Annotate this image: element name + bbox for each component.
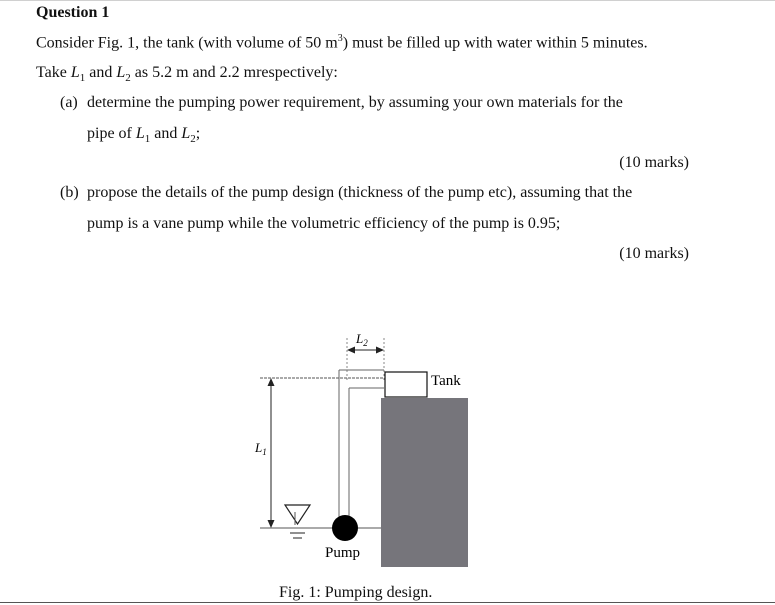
- part-a-l1-symbol: L: [135, 125, 145, 142]
- tank-label: Tank: [431, 373, 461, 389]
- part-a-line-1: determine the pumping power requirement, by assuming your own materials for the: [87, 94, 623, 111]
- water-level-icon: [285, 505, 310, 524]
- support-block: [381, 398, 468, 567]
- intro-values: as 5.2 m and 2.2 mrespectively:: [130, 64, 338, 81]
- part-b-line-1: propose the details of the pump design (thickness of the pump etc), assuming that the: [87, 184, 633, 201]
- part-a-marks: (10 marks): [619, 154, 689, 171]
- l1-figure-label: $L_1$: [255, 440, 267, 457]
- part-a-l1-subscript: 1: [144, 133, 151, 146]
- l2-subscript: 2: [125, 72, 131, 85]
- question-heading: Question 1: [36, 4, 110, 21]
- intro-take: Take: [36, 64, 71, 81]
- intro-text-a: Consider Fig. 1, the tank (with volume of 50 m: [36, 34, 338, 52]
- l1-arrowhead-top: [268, 378, 275, 386]
- l2-symbol: L: [116, 64, 126, 81]
- l2-arrowhead-left: [347, 347, 355, 354]
- l1-subscript: 1: [79, 72, 86, 85]
- l2-figure-label: $L_2$: [356, 331, 368, 348]
- pump-label: Pump: [325, 545, 361, 561]
- part-a-l2-symbol: L: [181, 125, 191, 142]
- part-b-marks: (10 marks): [619, 245, 689, 262]
- part-a-l2-subscript: 2: [190, 133, 196, 146]
- intro-superscript: 3: [337, 33, 343, 44]
- pump-icon: [332, 515, 358, 541]
- part-a-semicolon: ;: [195, 125, 201, 142]
- tank-box: [385, 372, 427, 397]
- bottom-rule: [0, 602, 775, 603]
- figure-caption: Fig. 1: Pumping design.: [279, 584, 433, 601]
- l1-symbol: L: [70, 64, 80, 81]
- part-a-pipe-of: pipe of: [87, 125, 136, 142]
- part-b-line-2: pump is a vane pump while the volumetric efficiency of the pump is 0.95;: [87, 215, 561, 232]
- part-a-and: and: [150, 125, 182, 142]
- intro-and: and: [85, 64, 117, 81]
- l1-arrowhead-bottom: [268, 520, 275, 528]
- l2-arrowhead-right: [376, 347, 384, 354]
- part-b-label: (b): [60, 184, 79, 201]
- intro-text-b: ) must be filled up with water within 5 minutes.: [342, 34, 648, 52]
- part-a-label: (a): [60, 94, 78, 111]
